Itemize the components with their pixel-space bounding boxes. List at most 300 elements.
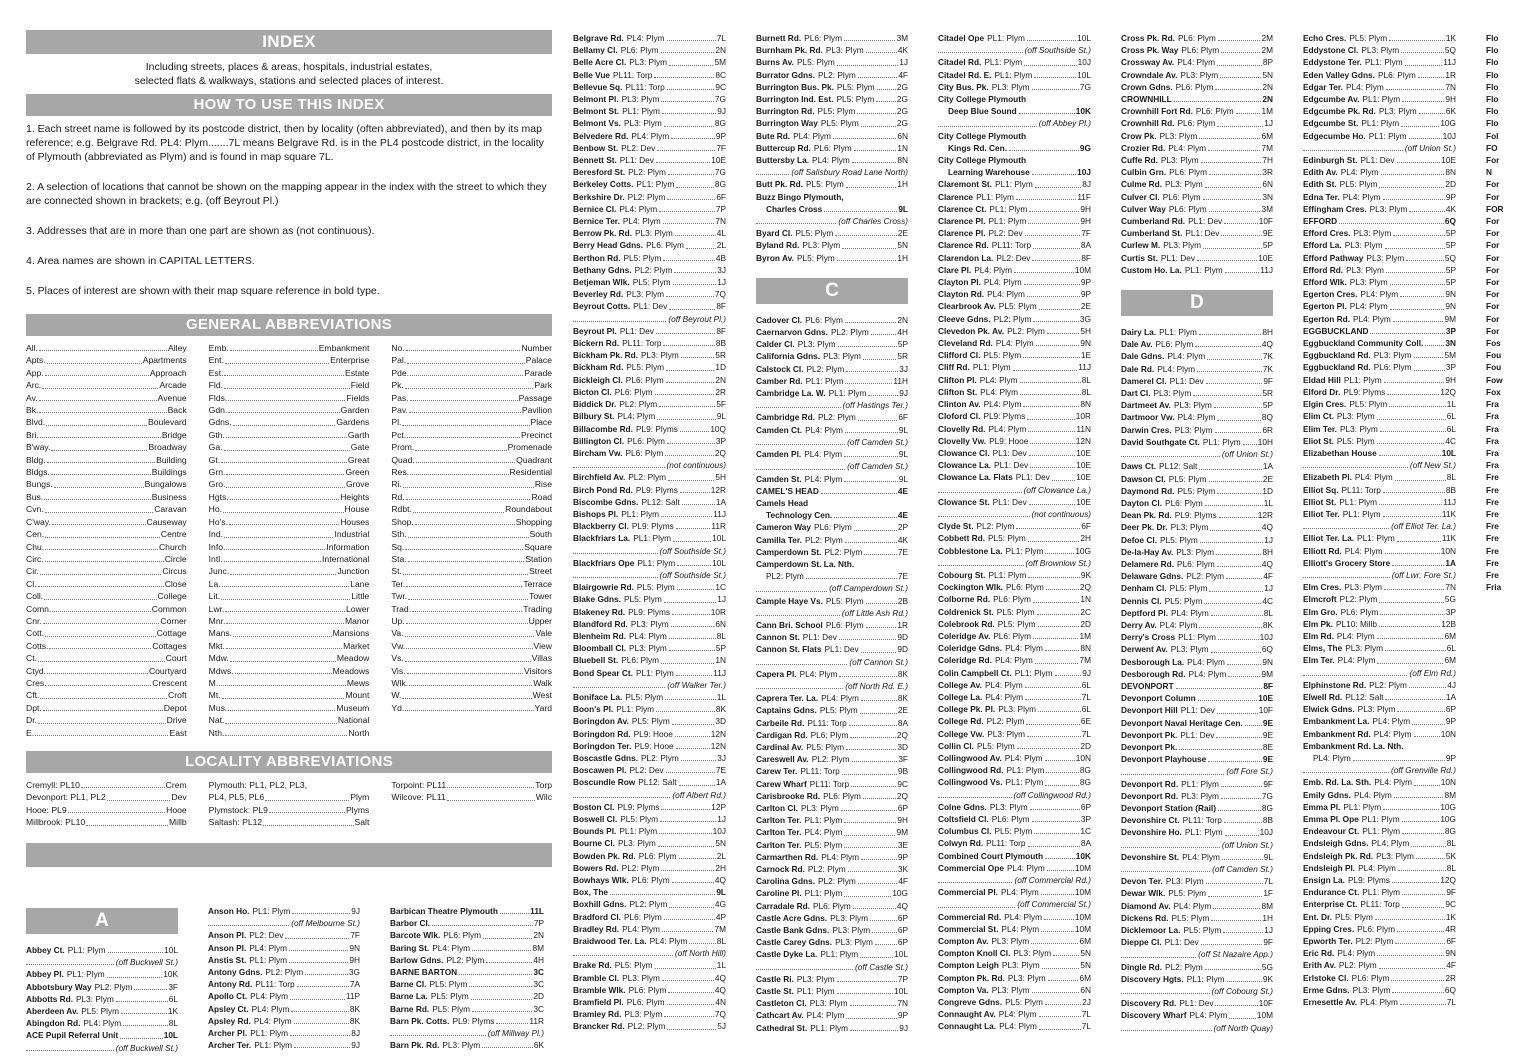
dot-leader (49, 640, 151, 649)
dot-leader (225, 727, 347, 736)
entry-name: Caernarvon Gdns. (756, 327, 828, 338)
entry-map-ref: 6Q (1444, 216, 1456, 227)
index-entry (573, 776, 726, 788)
entry-locality: PL11: Torp (1360, 899, 1400, 910)
dot-leader (938, 117, 1037, 126)
dot-leader (1379, 618, 1440, 627)
dot-leader (219, 677, 346, 686)
entry-name: Emily Gdns. (1303, 789, 1351, 800)
dot-leader (223, 503, 343, 512)
abbreviation-value: View (533, 640, 553, 651)
index-entry (1121, 117, 1273, 129)
index-entry (756, 741, 908, 753)
entry-name: Ent. Dr. (1303, 911, 1333, 922)
index-entry (756, 997, 908, 1009)
entry-map-ref: 6P (897, 912, 908, 923)
dot-leader (228, 392, 345, 401)
abbreviation-key: Bk. (26, 405, 39, 416)
dot-leader (1303, 520, 1389, 529)
entry-name: Coleridge Av. (938, 630, 991, 641)
entry-locality: PL1: Dev (1160, 252, 1196, 263)
dot-leader (857, 105, 896, 114)
index-entry (938, 203, 1091, 215)
dot-leader (1032, 81, 1079, 90)
index-entry (938, 142, 1091, 154)
entry-map-ref: 8L (716, 936, 726, 947)
abbreviation-value: Field (350, 380, 370, 391)
entry-map-ref: 8B (1445, 484, 1456, 495)
entry-locality: PL5: Plym (1171, 912, 1210, 923)
dot-leader (676, 667, 712, 676)
entry-locality: PL1: Plym (987, 33, 1025, 43)
index-entry (938, 288, 1091, 300)
entry-locality: PL6: Plym (621, 655, 659, 666)
index-entry (756, 912, 908, 924)
dot-leader (844, 887, 891, 896)
dot-leader (43, 702, 163, 711)
entry-name: Dingle Rd. (1121, 961, 1163, 972)
entry-name: Coleridge Rd. (938, 655, 992, 666)
dot-leader (871, 326, 897, 335)
dot-leader (1174, 93, 1262, 102)
entry-locality: PL5: Plym (626, 362, 665, 373)
entry-name: Blake Gdns. (573, 594, 621, 605)
index-entry (1121, 521, 1273, 533)
entry-name: Endsleigh Gdns. (1303, 838, 1369, 849)
entry-name: Beverley Rd. (573, 289, 624, 300)
entry-map-ref: 3N (1262, 191, 1273, 202)
entry-name: College La. (938, 691, 983, 702)
entry-name: Dicklemoor La. (1121, 925, 1181, 936)
dot-leader (390, 1027, 486, 1036)
index-entry (756, 570, 908, 582)
dot-leader (661, 801, 710, 810)
index-entry (1121, 534, 1273, 546)
dot-leader (672, 874, 714, 883)
abbreviation-key: Blvd. (26, 417, 46, 428)
dot-leader (756, 436, 845, 445)
index-description (26, 60, 552, 88)
dot-leader (1025, 679, 1081, 688)
entry-map-ref: 2H (1080, 533, 1091, 544)
dot-leader (673, 276, 717, 285)
index-entry (1486, 44, 1516, 56)
dot-leader (221, 454, 347, 463)
entry-name: City Bus. Pk. (938, 81, 989, 92)
entry-name: Biscombe Gdns. (573, 496, 639, 507)
dot-leader (469, 978, 532, 987)
abbreviation-key: Sta. (391, 553, 407, 564)
entry-map-ref: 3R (1262, 167, 1273, 178)
dot-leader (486, 954, 532, 963)
entry-locality: PL4: Plym (983, 399, 1022, 410)
index-entry (938, 32, 1091, 44)
dot-leader (1209, 203, 1261, 212)
dot-leader (1221, 227, 1261, 236)
dot-leader (1390, 276, 1445, 285)
abbreviation-key: Plymstock: PL9 (208, 804, 268, 815)
entry-map-ref: 3P (715, 435, 726, 446)
abbreviation-row (391, 342, 552, 354)
entry-locality: PL2: Plym (1338, 960, 1377, 971)
entry-name: Delamere Rd. (1121, 558, 1175, 569)
entry-name: Congreve Gdns. (938, 997, 1003, 1008)
entry-name: Burrington Bus. Pk. (756, 81, 834, 92)
entry-map-ref: 5F (716, 399, 726, 410)
index-entry-name-line: City College Plymouth (938, 130, 1027, 141)
entry-name: Clinton Av. (938, 399, 981, 410)
entry-locality: PL9: Hooe (989, 435, 1029, 446)
dot-leader (938, 44, 1023, 53)
entry-map-ref: 4E (897, 485, 908, 496)
dot-leader (1227, 973, 1262, 982)
index-subnote (756, 961, 908, 973)
entry-locality: PL6: Plym (631, 875, 670, 886)
dot-leader (225, 354, 329, 363)
entry-locality: PL6: Plym (625, 374, 664, 385)
index-entry (390, 1003, 544, 1015)
abbreviation-value: Residential (509, 467, 553, 478)
abbreviation-row (26, 392, 187, 404)
entry-map-ref: 4Q (714, 984, 726, 995)
dot-leader (851, 778, 896, 787)
dot-leader (1209, 473, 1262, 482)
abbreviation-value: Apartments (142, 355, 187, 366)
dot-leader (269, 804, 345, 813)
index-entry (1486, 117, 1516, 129)
entry-name: Coltsfield Cl. (938, 814, 989, 824)
abbreviation-key: Mt. (208, 690, 221, 701)
dot-leader (1400, 288, 1444, 297)
entry-map-ref: 5N (715, 838, 726, 849)
index-entry (1486, 569, 1516, 581)
index-entry (573, 850, 726, 862)
dot-leader (1218, 802, 1261, 811)
index-entry (756, 485, 908, 497)
dot-leader (938, 874, 1012, 883)
entry-locality: PL1: Dev (1015, 472, 1050, 483)
dot-leader (1383, 508, 1441, 517)
entry-map-ref: 2N (1262, 81, 1273, 92)
dot-leader (224, 553, 322, 562)
entry-name: Fre (1486, 508, 1499, 519)
dot-leader (1221, 790, 1261, 799)
dot-leader (1211, 912, 1261, 921)
dot-leader (1401, 44, 1444, 53)
dot-leader (1034, 69, 1076, 78)
entry-name: Bowhays Wlk. (573, 875, 629, 886)
dot-leader (1038, 618, 1080, 627)
entry-name: Box, The (573, 887, 609, 898)
index-entry (1303, 398, 1456, 410)
entry-map-ref: 8F (1081, 252, 1091, 263)
entry-locality: PL1: Plym (1005, 777, 1044, 788)
entry-locality: PL1: Plym (1357, 533, 1395, 544)
dot-leader (1179, 741, 1262, 750)
entry-locality: PL6: Plym (623, 911, 662, 922)
index-entry (1303, 715, 1456, 727)
index-entry (938, 398, 1091, 410)
index-entry (1486, 557, 1516, 569)
entry-map-ref: 9E (1262, 754, 1273, 765)
dot-leader (1201, 154, 1262, 163)
index-entry (1303, 435, 1456, 447)
entry-map-ref: 6P (897, 925, 908, 936)
entry-map-ref: 11K (1441, 533, 1456, 544)
dot-leader (1222, 851, 1263, 860)
abbreviation-key: Lwr. (208, 603, 225, 614)
dot-leader (230, 565, 336, 574)
abbreviation-key: Pde. (391, 367, 410, 378)
entry-locality: PL1: Plym (621, 508, 659, 519)
entry-locality: PL2: Plym (621, 862, 660, 873)
entry-map-ref: 9N (1445, 948, 1456, 959)
abbreviation-row (26, 379, 187, 391)
index-entry (756, 534, 908, 546)
dot-leader (682, 496, 715, 505)
entry-locality: PL1: Plym (994, 69, 1033, 80)
abbreviation-key: Bus. (26, 491, 44, 502)
abbreviation-row (209, 342, 370, 354)
abbreviation-value: Manor (344, 615, 370, 626)
index-entry (1303, 130, 1456, 142)
index-entry (1303, 532, 1456, 544)
dot-leader (1377, 435, 1445, 444)
subnote-text: (off North Rd. E.) (845, 680, 908, 691)
dot-leader (837, 973, 897, 982)
dot-leader (1205, 497, 1263, 506)
index-entry (1303, 752, 1456, 764)
index-subnote (938, 874, 1091, 886)
entry-map-ref: 4K (897, 534, 908, 545)
index-entry (573, 349, 726, 361)
index-entry (756, 117, 908, 129)
dot-leader (938, 898, 1015, 907)
entry-locality: PL3: Plym (1165, 876, 1204, 887)
entry-locality: PL2: Plym (1186, 571, 1225, 582)
index-entry (1121, 93, 1273, 105)
entry-name: Erme Gdns. (1303, 984, 1350, 995)
entry-locality: PL1: Plym (1343, 801, 1382, 812)
dot-leader (672, 715, 715, 724)
index-entry (938, 715, 1091, 727)
entry-locality: PL1: Plym (636, 179, 675, 190)
index-entry (1121, 973, 1273, 985)
entry-map-ref: 8E (1262, 741, 1273, 752)
entry-locality: PL9: Plyms (1347, 875, 1390, 886)
subnote-text: (off Buckwell St.) (115, 1042, 178, 1053)
index-entry (390, 978, 544, 990)
entry-map-ref: 7G (1261, 790, 1273, 801)
entry-name: Fra (1486, 435, 1499, 446)
entry-map-ref: 4G (714, 899, 726, 910)
entry-name: Boringdon Ter. (573, 740, 632, 751)
entry-name: College Vw. (938, 728, 985, 739)
abbreviation-row (26, 441, 187, 453)
entry-name: Burrington Rd. (756, 106, 815, 117)
entry-name: Eden Valley Gdns. (1303, 69, 1375, 80)
dot-leader (656, 154, 710, 163)
entry-name: Bramble Wlk. (573, 984, 626, 995)
dot-leader (1379, 959, 1446, 968)
abbreviation-row (209, 816, 370, 828)
howto-item: 4. Area names are shown in CAPITAL LETTERS. (26, 255, 255, 267)
entry-locality: PL5: Plym (625, 691, 664, 702)
entry-map-ref: 1L (1446, 399, 1456, 410)
index-entry (1486, 581, 1516, 593)
abbreviation-row (26, 779, 187, 791)
entry-name: Emma Pl. (1303, 801, 1341, 812)
dot-leader (1218, 631, 1259, 640)
index-entry (1486, 227, 1516, 239)
entry-map-ref: 7N (1445, 582, 1456, 593)
entry-map-ref: 1R (897, 619, 908, 630)
dot-leader (844, 826, 895, 835)
dot-leader (667, 191, 715, 200)
entry-name: Archer Ter. (208, 1040, 252, 1051)
abbreviation-value: Corner (160, 615, 187, 626)
index-entry (1303, 850, 1456, 862)
entry-name: Elphinstone Rd. (1303, 679, 1367, 690)
abbreviation-row (26, 714, 187, 726)
entry-name: Cumberland Rd. (1121, 216, 1186, 227)
abbreviation-row (391, 541, 552, 553)
dot-leader (1024, 276, 1080, 285)
entry-locality: PL2: Plym (986, 716, 1025, 727)
index-entry (1303, 484, 1456, 496)
abbreviation-value: Vale (535, 628, 553, 639)
entry-locality: PL5: Plym (983, 350, 1022, 361)
entry-map-ref: 10L (164, 945, 178, 955)
entry-locality: PL1: Dev (1179, 998, 1214, 1009)
entry-map-ref: 4P (715, 911, 726, 922)
entry-map-ref: 6P (1445, 704, 1456, 715)
dot-leader (675, 728, 710, 737)
entry-locality: PL4: Plym (799, 668, 838, 679)
entry-locality: PL1: Dev (1180, 729, 1215, 740)
index-entry (1121, 753, 1273, 765)
dot-leader (1406, 252, 1444, 261)
entry-map-ref: 9J (899, 1022, 908, 1033)
dot-leader (412, 603, 522, 612)
entry-name: Castle Acre Gdns. (756, 912, 828, 923)
dot-leader (208, 917, 289, 926)
index-entry (573, 252, 726, 264)
index-entry (1303, 703, 1456, 715)
abbreviation-value: Hooe (166, 804, 187, 815)
index-entry (1121, 802, 1273, 814)
index-entry (938, 813, 1091, 825)
subnote-text: (off St Nazaire App.) (1198, 949, 1273, 960)
entry-name: Baring St. (390, 942, 430, 953)
entry-locality: PL4: Plym (980, 386, 1018, 397)
index-entry (1303, 154, 1456, 166)
index-entry (1486, 313, 1516, 325)
entry-name: Carlton Ter. (756, 827, 802, 838)
dot-leader (1028, 569, 1080, 578)
index-entry (1486, 374, 1516, 386)
entry-map-ref: 1K (1445, 33, 1456, 43)
dot-leader (1401, 117, 1439, 126)
abbreviation-row (209, 503, 370, 515)
index-entry (573, 264, 726, 276)
entry-locality: PL6: Plym (993, 594, 1031, 605)
dot-leader (1398, 862, 1446, 871)
entry-map-ref: 7Q (714, 289, 726, 300)
abbreviation-key: Cen. (26, 529, 45, 540)
index-entry (1303, 618, 1456, 630)
entry-locality: PL3: Plym (1001, 960, 1040, 971)
abbreviation-value: Broadway (148, 442, 187, 453)
dot-leader (677, 557, 711, 566)
entry-map-ref: 9P (715, 130, 726, 141)
entry-name: Belmont Pl. (573, 94, 619, 105)
entry-name: Culme Rd. (1121, 179, 1163, 190)
index-entry (1486, 386, 1516, 398)
index-title: INDEX (26, 30, 552, 54)
entry-map-ref: 8N (1080, 399, 1091, 410)
entry-locality: PL11: Torp (255, 979, 295, 990)
entry-name: Barbican Theatre Plymouth (390, 906, 498, 916)
entry-locality: PL3: Plym (1369, 203, 1408, 214)
index-entry (1486, 130, 1516, 142)
abbreviation-value: Mansions (332, 628, 370, 639)
entry-locality: PL3: Plym (1173, 400, 1212, 411)
entry-map-ref: 9H (1080, 216, 1091, 227)
entry-name: Elliot Ter. (1303, 508, 1340, 519)
entry-name: Abbey Ct. (26, 945, 65, 955)
entry-map-ref: 1H (897, 252, 908, 263)
entry-name: Cannon St. (756, 632, 800, 643)
dot-leader (1193, 387, 1261, 396)
entry-map-ref: 1J (1264, 925, 1273, 936)
dot-leader (1023, 398, 1079, 407)
entry-name: Claremont St. (938, 179, 992, 190)
index-subnote (1303, 667, 1456, 679)
abbreviation-value: Green (345, 467, 370, 478)
entry-name: Anstis St. (208, 954, 247, 965)
entry-map-ref: 11J (1078, 362, 1091, 373)
dot-leader (1052, 471, 1075, 480)
entry-name: Cliff Rd. (938, 362, 970, 373)
dot-leader (846, 741, 896, 750)
entry-name: DEVONPORT (1121, 680, 1174, 691)
entry-map-ref: 2G (896, 106, 908, 117)
abbreviation-row (391, 516, 552, 528)
entry-name: Elizabethan House (1303, 447, 1377, 458)
entry-locality: PL4: Plym (1340, 167, 1379, 178)
entry-locality: PL1: Plym (805, 375, 844, 386)
abbreviation-value: Garden (340, 405, 370, 416)
dot-leader (854, 142, 897, 151)
index-entry (938, 801, 1091, 813)
dot-leader (655, 959, 716, 968)
dot-leader (861, 117, 896, 126)
dot-leader (1207, 350, 1262, 359)
abbreviation-row (391, 354, 552, 366)
entry-locality: PL6: Plym (625, 447, 664, 458)
index-entry (756, 643, 908, 655)
entry-name: Egerton Cres. (1303, 289, 1358, 300)
entry-name: Commercial Pl. (938, 887, 998, 898)
entry-locality: PL4: Plym (83, 1018, 122, 1029)
dot-leader (844, 448, 898, 457)
dot-leader (407, 429, 520, 438)
entry-map-ref: 8F (1263, 680, 1273, 691)
entry-locality: PL3: Plym (623, 118, 662, 129)
dot-leader (1218, 32, 1261, 41)
entry-name: Carew Ter. (756, 766, 798, 777)
